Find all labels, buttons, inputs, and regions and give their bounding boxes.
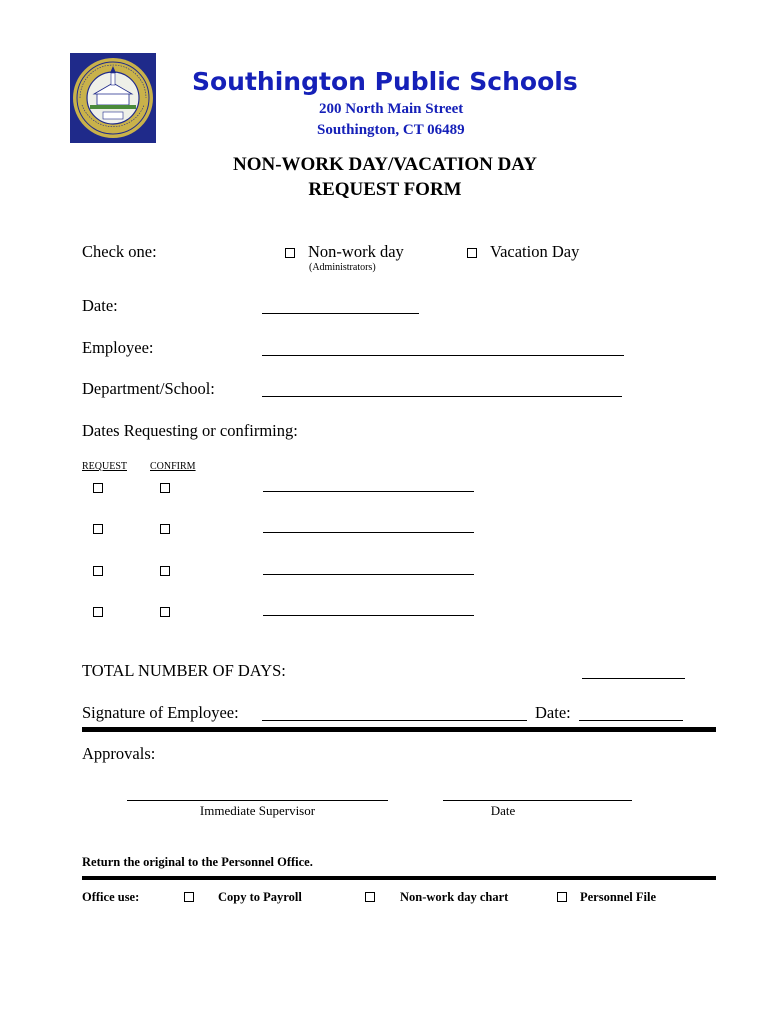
department-school-field[interactable] bbox=[262, 396, 622, 397]
nonwork-day-chart-label: Non-work day chart bbox=[400, 890, 509, 904]
employee-signature-field[interactable] bbox=[262, 720, 527, 721]
signature-date-label: Date: bbox=[535, 703, 571, 722]
copy-to-payroll-label: Copy to Payroll bbox=[218, 890, 302, 904]
date-field[interactable] bbox=[262, 313, 419, 314]
confirm-checkbox[interactable] bbox=[160, 524, 170, 534]
request-checkbox[interactable] bbox=[93, 607, 103, 617]
nonwork-day-checkbox[interactable] bbox=[285, 248, 295, 258]
approval-date-caption: Date bbox=[490, 803, 516, 818]
personnel-file-label: Personnel File bbox=[580, 890, 657, 904]
nonwork-day-chart-checkbox[interactable] bbox=[365, 892, 375, 902]
vacation-day-label: Vacation Day bbox=[490, 242, 580, 261]
approval-date-field[interactable] bbox=[443, 800, 632, 801]
form-title-line-2: REQUEST FORM bbox=[308, 179, 462, 200]
requested-date-field[interactable] bbox=[263, 574, 474, 575]
copy-to-payroll-checkbox[interactable] bbox=[184, 892, 194, 902]
requested-date-field[interactable] bbox=[263, 532, 474, 533]
address-line-1: 200 North Main Street bbox=[319, 101, 464, 117]
confirm-column-header: CONFIRM bbox=[150, 461, 196, 472]
request-checkbox[interactable] bbox=[93, 483, 103, 493]
section-divider bbox=[82, 727, 716, 732]
address-line-2: Southington, CT 06489 bbox=[317, 122, 465, 138]
department-school-label: Department/School: bbox=[82, 379, 215, 398]
dates-requesting-label: Dates Requesting or confirming: bbox=[82, 421, 298, 440]
organization-name: Southington Public Schools bbox=[192, 67, 578, 96]
check-one-label: Check one: bbox=[82, 242, 157, 261]
confirm-checkbox[interactable] bbox=[160, 483, 170, 493]
total-days-field[interactable] bbox=[582, 678, 685, 679]
confirm-checkbox[interactable] bbox=[160, 566, 170, 576]
confirm-checkbox[interactable] bbox=[160, 607, 170, 617]
office-use-divider bbox=[82, 876, 716, 880]
request-checkbox[interactable] bbox=[93, 524, 103, 534]
request-column-header: REQUEST bbox=[82, 461, 127, 472]
employee-label: Employee: bbox=[82, 338, 154, 357]
total-days-label: TOTAL NUMBER OF DAYS: bbox=[82, 661, 286, 680]
town-seal-icon bbox=[70, 53, 156, 143]
personnel-file-checkbox[interactable] bbox=[557, 892, 567, 902]
supervisor-caption: Immediate Supervisor bbox=[199, 803, 316, 818]
requested-date-field[interactable] bbox=[263, 615, 474, 616]
approvals-label: Approvals: bbox=[82, 744, 156, 763]
nonwork-day-label: Non-work day bbox=[308, 242, 404, 261]
date-label: Date: bbox=[82, 296, 118, 315]
form-title-line-1: NON-WORK DAY/VACATION DAY bbox=[232, 154, 538, 175]
supervisor-signature-field[interactable] bbox=[127, 800, 388, 801]
employee-signature-label: Signature of Employee: bbox=[82, 703, 239, 722]
administrators-note: (Administrators) bbox=[309, 262, 376, 273]
employee-field[interactable] bbox=[262, 355, 624, 356]
requested-date-field[interactable] bbox=[263, 491, 474, 492]
office-use-label: Office use: bbox=[82, 890, 140, 904]
vacation-day-checkbox[interactable] bbox=[467, 248, 477, 258]
signature-date-field[interactable] bbox=[579, 720, 683, 721]
return-original-note: Return the original to the Personnel Office. bbox=[82, 855, 313, 869]
request-checkbox[interactable] bbox=[93, 566, 103, 576]
